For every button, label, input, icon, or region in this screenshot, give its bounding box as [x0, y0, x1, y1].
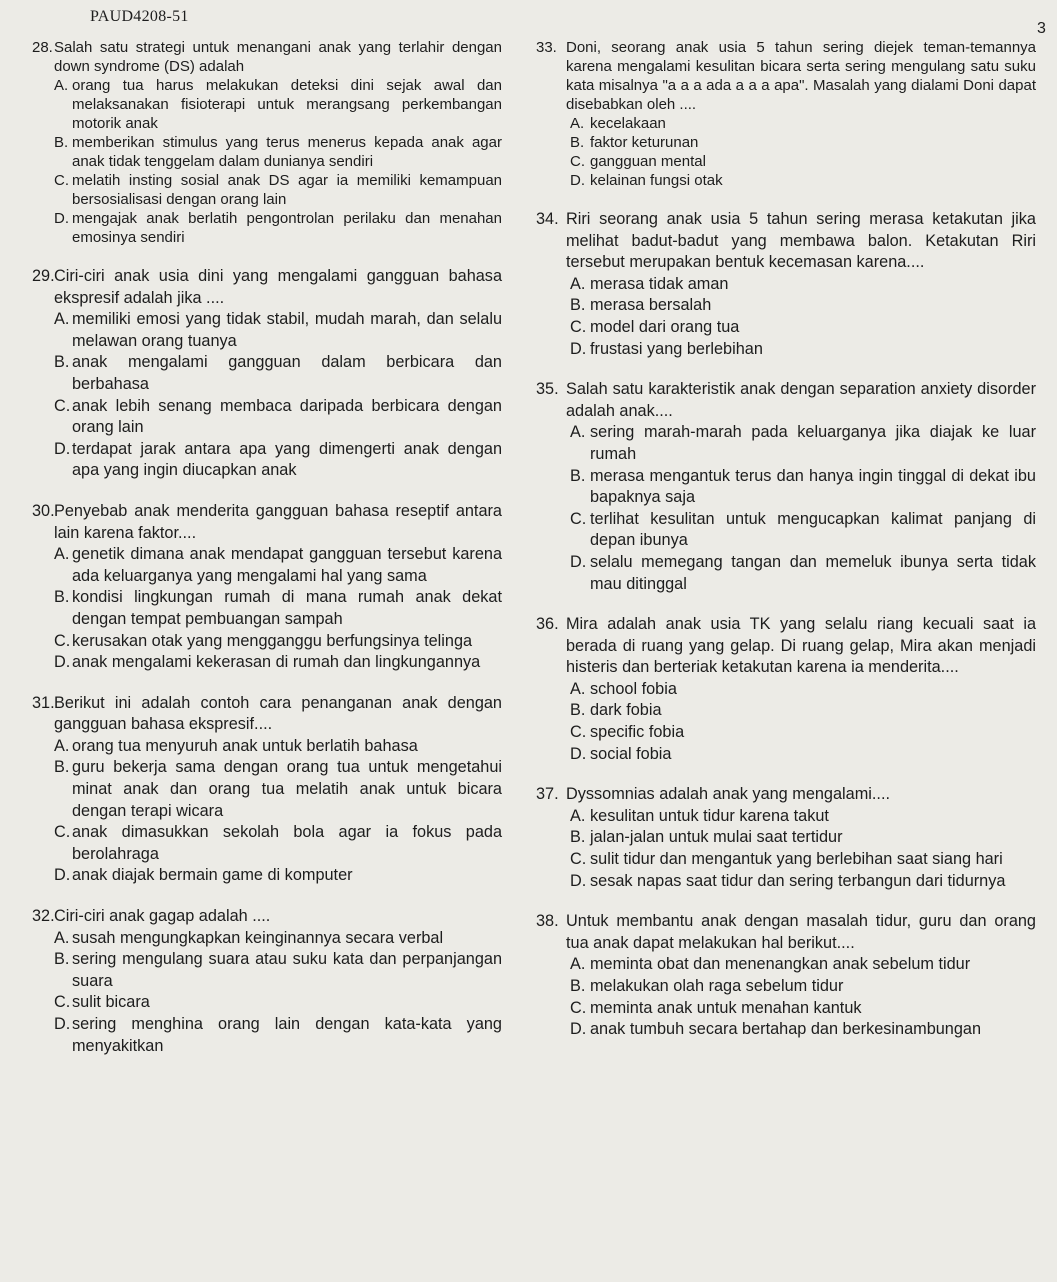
- question-38: [536, 911, 1036, 1041]
- option-text: guru bekerja sama dengan orang tua untuk mengetahui minat anak dan orang tua melatih anak untuk bicara dengan terapi wicara: [72, 758, 502, 820]
- option-letter: B.: [54, 134, 69, 151]
- question-30: [32, 501, 502, 674]
- option-text: dark fobia: [590, 701, 662, 720]
- question-text: Ciri-ciri anak gagap adalah ....: [54, 907, 271, 926]
- answer-option-a: [570, 954, 1036, 976]
- option-text: sesak napas saat tidur dan sering terbangun dari tidurnya: [590, 871, 1006, 890]
- option-letter: D.: [570, 871, 587, 890]
- option-text: sulit bicara: [72, 993, 150, 1012]
- question-stem: [536, 911, 1036, 954]
- answer-option-d: [54, 1014, 502, 1057]
- option-letter: A.: [54, 310, 70, 329]
- option-letter: D.: [54, 653, 71, 672]
- option-text: melakukan olah raga sebelum tidur: [590, 977, 844, 995]
- option-text: memberikan stimulus yang terus menerus kepada anak agar anak tidak tenggelam dalam dunianya sendiri: [72, 134, 502, 170]
- answer-option-b: [570, 295, 1036, 317]
- question-stem: [32, 501, 502, 544]
- answer-option-d: [570, 871, 1036, 893]
- option-letter: D.: [570, 552, 587, 571]
- option-letter: B.: [54, 950, 70, 969]
- question-stem: [32, 906, 502, 928]
- option-text: meminta obat dan menenangkan anak sebelum tidur: [590, 955, 971, 974]
- option-text: kondisi lingkungan rumah di mana rumah anak dekat dengan tempat pembuangan sampah: [72, 588, 502, 628]
- question-36: [536, 614, 1036, 765]
- answer-option-c: [570, 509, 1036, 552]
- option-text: sering menghina orang lain dengan kata-kata yang menyakitkan: [72, 1015, 502, 1055]
- answer-option-b: [54, 352, 502, 395]
- option-text: terdapat jarak antara apa yang dimengerti anak dengan apa yang ingin diucapkan anak: [72, 439, 502, 480]
- answer-option-d: [570, 1019, 1036, 1041]
- answer-option-d: [54, 439, 502, 482]
- answer-option-c: [54, 992, 502, 1014]
- left-question-column: [32, 38, 502, 1076]
- question-stem: [536, 614, 1036, 679]
- option-text: merasa mengantuk terus dan hanya ingin tinggal di dekat ibu bapaknya saja: [590, 466, 1036, 507]
- option-text: gangguan mental: [590, 153, 706, 170]
- answer-option-a: [570, 274, 1036, 296]
- question-text: Riri seorang anak usia 5 tahun sering merasa ketakutan jika melihat badut-badut yang membawa balon. Ketakutan Riri tersebut merupakan bentuk kecemasan karena....: [566, 210, 1036, 272]
- option-text: mengajak anak berlatih pengontrolan perilaku dan menahan emosinya sendiri: [72, 210, 502, 246]
- option-letter: A.: [54, 928, 70, 947]
- answer-option-d: [570, 744, 1036, 766]
- option-letter: D.: [54, 1015, 71, 1033]
- answer-option-a: [54, 76, 502, 133]
- answer-option-b: [570, 466, 1036, 509]
- option-text: anak diajak bermain game di komputer: [72, 866, 353, 885]
- option-text: kecelakaan: [590, 115, 666, 132]
- question-number: 36.: [536, 615, 559, 634]
- question-stem: [536, 379, 1036, 422]
- option-letter: A.: [54, 77, 69, 94]
- option-text: orang tua menyuruh anak untuk berlatih bahasa: [72, 736, 418, 755]
- option-letter: C.: [54, 823, 71, 842]
- option-letter: D.: [570, 744, 587, 763]
- option-text: kelainan fungsi otak: [590, 172, 723, 189]
- option-letter: A.: [54, 736, 70, 755]
- option-text: terlihat kesulitan untuk mengucapkan kalimat panjang di depan ibunya: [590, 509, 1036, 550]
- question-stem: [32, 38, 502, 76]
- question-35: [536, 379, 1036, 595]
- answer-option-c: [570, 317, 1036, 339]
- option-letter: C.: [570, 153, 585, 170]
- question-number: 37.: [536, 785, 559, 804]
- option-letter: A.: [570, 274, 586, 293]
- question-stem: [536, 38, 1036, 114]
- option-letter: C.: [570, 850, 587, 869]
- answer-option-b: [54, 757, 502, 822]
- question-text: Berikut ini adalah contoh cara penanganan anak dengan gangguan bahasa ekspresif....: [54, 693, 502, 734]
- question-text: Dyssomnias adalah anak yang mengalami....: [566, 785, 890, 804]
- answer-option-c: [54, 822, 502, 865]
- question-number: 33.: [536, 39, 557, 56]
- option-text: social fobia: [590, 744, 672, 763]
- question-34: [536, 209, 1036, 360]
- option-letter: B.: [570, 977, 586, 995]
- question-text: Mira adalah anak usia TK yang selalu riang kecuali saat ia berada di ruang yang gelap. Di ruang gelap, Mira akan menjadi histeris dan berteriak ketakutan karena ia menderita....: [566, 615, 1036, 677]
- option-text: melatih insting sosial anak DS agar ia memiliki kemampuan bersosialisasi dengan orang lain: [72, 172, 502, 208]
- question-number: 31.: [32, 693, 55, 712]
- answer-option-d: [570, 339, 1036, 361]
- question-text: Ciri-ciri anak usia dini yang mengalami gangguan bahasa ekspresif adalah jika ....: [54, 267, 502, 307]
- option-text: selalu memegang tangan dan memeluk ibunya serta tidak mau ditinggal: [590, 552, 1036, 593]
- option-text: kerusakan otak yang mengganggu berfungsinya telinga: [72, 631, 473, 650]
- option-text: jalan-jalan untuk mulai saat tertidur: [590, 828, 843, 847]
- question-text: Salah satu strategi untuk menangani anak yang terlahir dengan down syndrome (DS) adalah: [54, 39, 502, 75]
- option-text: sering marah-marah pada keluarganya jika diajak ke luar rumah: [590, 423, 1036, 463]
- question-stem: [32, 693, 502, 736]
- option-letter: C.: [570, 509, 587, 528]
- option-letter: D.: [570, 172, 585, 189]
- option-text: anak lebih senang membaca daripada berbicara dengan orang lain: [72, 396, 502, 437]
- option-letter: C.: [54, 993, 71, 1012]
- option-letter: C.: [570, 998, 587, 1017]
- question-37: [536, 784, 1036, 892]
- question-text: Salah satu karakteristik anak dengan separation anxiety disorder adalah anak....: [566, 380, 1036, 420]
- answer-option-b: [570, 700, 1036, 722]
- question-text: Penyebab anak menderita gangguan bahasa reseptif antara lain karena faktor....: [54, 501, 502, 542]
- option-text: faktor keturunan: [590, 134, 699, 151]
- answer-option-d: [54, 865, 502, 887]
- option-letter: D.: [570, 1020, 587, 1039]
- answer-option-c: [570, 722, 1036, 744]
- answer-option-c: [54, 396, 502, 439]
- answer-option-a: [570, 114, 1036, 133]
- option-letter: A.: [54, 545, 70, 564]
- course-code-header: PAUD4208-51: [90, 8, 189, 25]
- option-text: school fobia: [590, 679, 677, 698]
- answer-option-b: [54, 949, 502, 992]
- option-text: model dari orang tua: [590, 317, 740, 336]
- question-33: [536, 38, 1036, 190]
- answer-option-d: [570, 552, 1036, 595]
- option-text: frustasi yang berlebihan: [590, 339, 763, 358]
- option-letter: C.: [570, 317, 587, 336]
- question-32: [32, 906, 502, 1057]
- question-28: [32, 38, 502, 247]
- option-letter: B.: [570, 701, 586, 720]
- answer-option-d: [54, 209, 502, 247]
- question-number: 35.: [536, 380, 559, 399]
- answer-option-b: [54, 587, 502, 630]
- answer-option-c: [570, 849, 1036, 871]
- answer-option-d: [54, 652, 502, 674]
- question-number: 38.: [536, 912, 559, 931]
- answer-option-a: [54, 544, 502, 587]
- option-letter: B.: [54, 758, 70, 777]
- question-stem: [536, 784, 1036, 806]
- option-text: kesulitan untuk tidur karena takut: [590, 806, 829, 825]
- option-letter: D.: [54, 439, 71, 458]
- option-text: sulit tidur dan mengantuk yang berlebihan saat siang hari: [590, 850, 1003, 869]
- option-text: memiliki emosi yang tidak stabil, mudah marah, dan selalu melawan orang tuanya: [72, 310, 502, 350]
- question-stem: [32, 266, 502, 309]
- question-29: [32, 266, 502, 482]
- option-text: genetik dimana anak mendapat gangguan tersebut karena ada keluarganya yang mengalami hal yang sama: [72, 545, 502, 585]
- answer-option-a: [54, 309, 502, 352]
- option-letter: C.: [54, 396, 71, 415]
- option-letter: B.: [570, 828, 586, 847]
- answer-option-a: [570, 806, 1036, 828]
- question-text: Doni, seorang anak usia 5 tahun sering diejek teman-temannya karena mengalami kesulitan bicara serta sering mengulang satu suku kata misalnya "a a a ada a a a apa". Masalah yang dialami Doni dapat disebabkan oleh ....: [566, 39, 1036, 113]
- option-text: anak mengalami gangguan dalam berbicara dan berbahasa: [72, 353, 502, 393]
- option-letter: A.: [570, 679, 586, 698]
- answer-option-b: [570, 827, 1036, 849]
- option-text: orang tua harus melakukan deteksi dini sejak awal dan melaksanakan fisioterapi untuk merangsang perkembangan motorik anak: [72, 77, 502, 132]
- answer-option-c: [54, 631, 502, 653]
- answer-option-a: [570, 422, 1036, 465]
- answer-option-a: [54, 736, 502, 758]
- answer-option-c: [570, 998, 1036, 1020]
- option-text: anak tumbuh secara bertahap dan berkesinambungan: [590, 1020, 982, 1039]
- option-letter: A.: [570, 115, 585, 132]
- option-letter: B.: [570, 466, 586, 485]
- question-31: [32, 693, 502, 887]
- option-text: meminta anak untuk menahan kantuk: [590, 998, 862, 1017]
- answer-option-c: [570, 152, 1036, 171]
- option-text: specific fobia: [590, 723, 685, 742]
- answer-option-b: [570, 976, 1036, 998]
- option-text: merasa bersalah: [590, 296, 712, 315]
- answer-option-c: [54, 171, 502, 209]
- option-text: anak dimasukkan sekolah bola agar ia fokus pada berolahraga: [72, 823, 502, 863]
- answer-option-d: [570, 171, 1036, 190]
- question-number: 28.: [32, 39, 53, 56]
- answer-option-b: [570, 133, 1036, 152]
- option-letter: D.: [54, 210, 69, 227]
- option-text: susah mengungkapkan keinginannya secara verbal: [72, 928, 444, 947]
- question-number: 30.: [32, 501, 55, 520]
- option-letter: A.: [570, 806, 586, 825]
- answer-option-a: [54, 928, 502, 950]
- answer-option-a: [570, 679, 1036, 701]
- option-letter: B.: [54, 353, 70, 372]
- option-text: merasa tidak aman: [590, 274, 729, 293]
- option-text: anak mengalami kekerasan di rumah dan lingkungannya: [72, 653, 481, 672]
- option-letter: D.: [570, 339, 587, 358]
- question-number: 32.: [32, 907, 55, 926]
- answer-option-b: [54, 133, 502, 171]
- question-number: 29.: [32, 267, 55, 285]
- option-letter: B.: [54, 588, 70, 607]
- option-letter: A.: [570, 955, 586, 974]
- question-number: 34.: [536, 210, 559, 228]
- page-number: 3: [1037, 20, 1046, 37]
- option-text: sering mengulang suara atau suku kata dan perpanjangan suara: [72, 950, 502, 990]
- option-letter: A.: [570, 423, 586, 442]
- question-stem: [536, 209, 1036, 274]
- option-letter: D.: [54, 866, 71, 885]
- option-letter: C.: [54, 631, 71, 650]
- option-letter: C.: [54, 172, 69, 189]
- option-letter: B.: [570, 296, 586, 315]
- option-letter: C.: [570, 723, 587, 742]
- option-letter: B.: [570, 134, 585, 151]
- right-question-column: [536, 38, 1036, 1060]
- question-text: Untuk membantu anak dengan masalah tidur, guru dan orang tua anak dapat melakukan hal berikut....: [566, 912, 1036, 952]
